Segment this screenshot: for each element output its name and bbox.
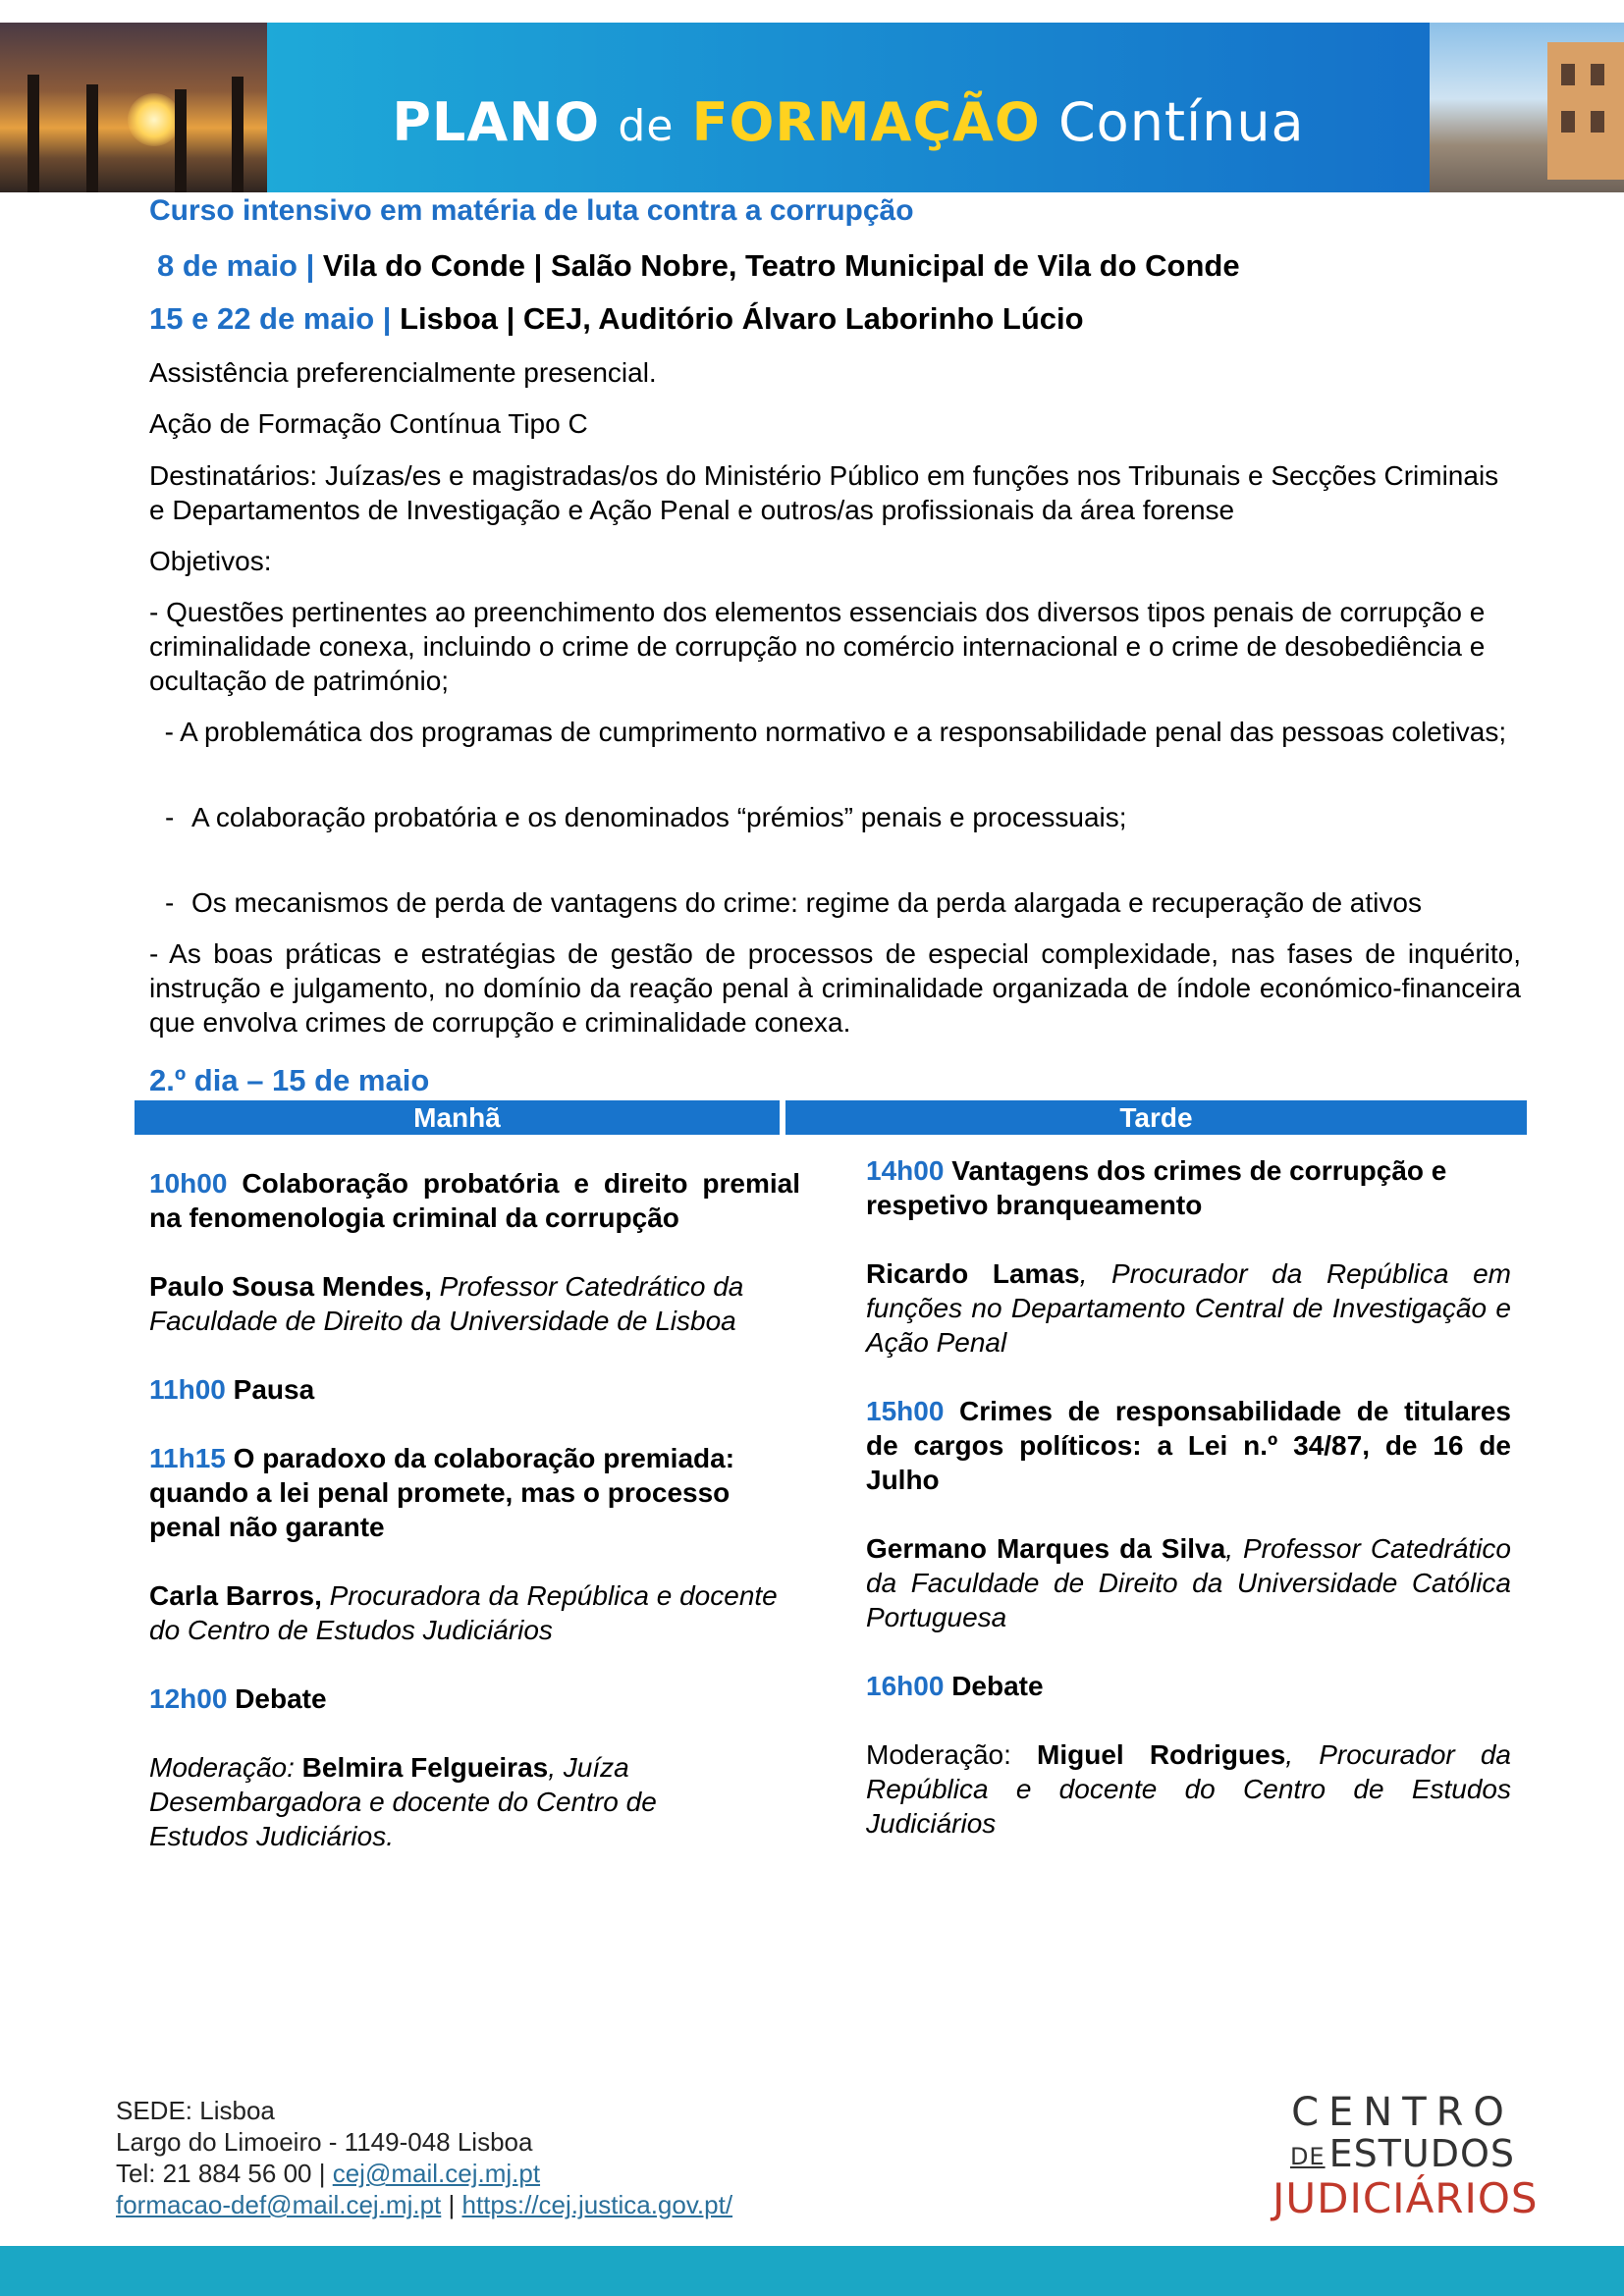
session-title: Vantagens dos crimes de corrupção e respetivo branqueamento [866, 1155, 1447, 1220]
railing-spike [232, 77, 244, 192]
banner-photo-building [1430, 23, 1624, 192]
session-title: O paradoxo da colaboração premiada: quando a lei penal promete, mas o processo penal não garante [149, 1443, 735, 1542]
banner-word-continua: Contínua [1057, 91, 1305, 153]
session-1-place: Vila do Conde | Salão Nobre, Teatro Municipal de Vila do Conde [322, 248, 1240, 283]
schedule-header [135, 1100, 1527, 1135]
morning-session-1 [149, 1166, 800, 1235]
banner-title-area [267, 23, 1430, 192]
afternoon-session-2 [866, 1394, 1511, 1497]
session-time: 14h00 [866, 1155, 945, 1186]
morning-debate [149, 1682, 800, 1716]
logo-estudos: ESTUDOS [1328, 2132, 1516, 2175]
sun-icon [128, 93, 181, 146]
afternoon-speaker-2 [866, 1531, 1511, 1634]
footer-address: Largo do Limoeiro - 1149-048 Lisboa [116, 2127, 533, 2157]
speaker-role: Professor Catedrático da Faculdade de Direito da Universidade de Lisboa [149, 1271, 744, 1336]
banner-word-plano: PLANO [392, 91, 601, 153]
footer-color-bar [0, 2246, 1624, 2296]
afternoon-speaker-1 [866, 1256, 1511, 1360]
building-tower [1547, 42, 1624, 180]
speaker-name: Paulo Sousa Mendes, [149, 1271, 432, 1302]
objectives-label: Objetivos: [149, 546, 272, 576]
bullet-dash: - [165, 887, 175, 918]
objective-5: - As boas práticas e estratégias de gestão de processos de especial complexidade, nas fases de inquérito, instrução e julgamento, no domínio da reação penal à criminalidade organizada de índole económico-financeira que envolva crimes de corrupção e criminalidade conexa. [149, 938, 1521, 1038]
banner-word-de: de [618, 101, 675, 151]
speaker-role: , Professor Catedrático da Faculdade de Direito da Universidade Católica Portuguesa [866, 1533, 1512, 1632]
logo-line-centro: CENTRO [1291, 2090, 1514, 2135]
session-title: Pausa [233, 1374, 315, 1405]
bullet-dash: - [165, 802, 175, 832]
session-1-date: 8 de maio | [157, 248, 315, 283]
footer-separator: | [448, 2190, 456, 2219]
morning-column [149, 1166, 800, 1888]
moderator-role: , Juíza Desembargadora e docente do Centro de Estudos Judiciários. [149, 1752, 657, 1851]
attendance-note: Assistência preferencialmente presencial. [149, 357, 657, 388]
speaker-role: Procuradora da República e docente do Centro de Estudos Judiciários [149, 1580, 778, 1645]
speaker-name: Ricardo Lamas [866, 1258, 1080, 1289]
action-type: Ação de Formação Contínua Tipo C [149, 408, 588, 439]
logo-de: DE [1289, 2142, 1326, 2170]
session-2 [149, 301, 1521, 336]
objective-4-text: Os mecanismos de perda de vantagens do crime: regime da perda alargada e recuperação de ativos [191, 887, 1422, 918]
objective-3 [149, 800, 1563, 834]
footer-links-line [116, 2189, 732, 2220]
footer-contact [116, 2095, 732, 2220]
session-time: 10h00 [149, 1168, 228, 1199]
header-morning: Manhã [413, 1102, 501, 1133]
cej-logo [1272, 2090, 1539, 2222]
session-2-date: 15 e 22 de maio | [149, 301, 392, 336]
moderation-label: Moderação: [149, 1752, 295, 1783]
afternoon-debate [866, 1669, 1511, 1703]
objective-1: - Questões pertinentes ao preenchimento dos elementos essenciais dos diversos tipos penais de corrupção e criminalidade conexa, incluindo o crime de corrupção no comércio internacional e o crime de desobediência e ocultação de património; [149, 597, 1486, 696]
morning-session-2 [149, 1441, 800, 1544]
session-time: 11h00 [149, 1374, 226, 1405]
moderator-name: Belmira Felgueiras [301, 1752, 549, 1783]
session-time: 12h00 [149, 1683, 228, 1714]
footer-phone: Tel: 21 884 56 00 | [116, 2159, 326, 2188]
banner-word-formacao: FORMAÇÃO [691, 91, 1041, 153]
footer-seat: SEDE: Lisboa [116, 2096, 275, 2125]
logo-line-estudos [1272, 2134, 1533, 2176]
footer-email-link[interactable]: cej@mail.cej.mj.pt [332, 2159, 541, 2188]
morning-break [149, 1372, 800, 1407]
footer-website-link[interactable]: https://cej.justica.gov.pt/ [461, 2190, 733, 2219]
session-time: 15h00 [866, 1396, 945, 1426]
header-afternoon: Tarde [1119, 1102, 1193, 1133]
afternoon-column [866, 1153, 1511, 1875]
moderator-role: , Procurador da República e docente do Centro de Estudos Judiciários [866, 1739, 1511, 1839]
footer-phone-line [116, 2158, 732, 2189]
speaker-role: , Procurador da República em funções no Departamento Central de Investigação e Ação Penal [866, 1258, 1511, 1358]
objective-2: - A problemática dos programas de cumprimento normativo e a responsabilidade penal das pessoas coletivas; [149, 717, 1507, 747]
day-title: 2.º dia – 15 de maio [149, 1063, 430, 1097]
objective-4 [149, 885, 1563, 920]
banner-title [267, 91, 1430, 153]
session-title: Debate [951, 1671, 1044, 1701]
audience: Destinatários: Juízas/es e magistradas/os do Ministério Público em funções nos Tribunais e Secções Criminais e Departamentos de Investigação e Ação Penal e outros/as profissionais da área forense [149, 460, 1499, 525]
railing-spike [175, 89, 187, 192]
railing-spike [86, 84, 98, 192]
session-1 [157, 248, 1529, 283]
speaker-name: Carla Barros, [149, 1580, 322, 1611]
speaker-name: Germano Marques da Silva [866, 1533, 1226, 1564]
session-time: 11h15 [149, 1443, 226, 1473]
morning-speaker-1 [149, 1269, 800, 1338]
session-time: 16h00 [866, 1671, 945, 1701]
moderator-name: Miguel Rodrigues [1037, 1739, 1286, 1770]
morning-speaker-2 [149, 1578, 787, 1647]
session-2-place: Lisboa | CEJ, Auditório Álvaro Laborinho Lúcio [400, 301, 1084, 336]
moderation-label: Moderação: [866, 1739, 1011, 1770]
footer-training-email-link[interactable]: formacao-def@mail.cej.mj.pt [116, 2190, 442, 2219]
afternoon-session-1 [866, 1153, 1511, 1222]
objective-3-text: A colaboração probatória e os denominados “prémios” penais e processuais; [191, 802, 1127, 832]
session-title: Crimes de responsabilidade de titulares de cargos políticos: a Lei n.º 34/87, de 16 de Julho [866, 1396, 1512, 1495]
header-banner [0, 23, 1624, 192]
afternoon-moderation [866, 1737, 1511, 1841]
session-title: Colaboração probatória e direito premial na fenomenologia criminal da corrupção [149, 1168, 801, 1233]
course-title: Curso intensivo em matéria de luta contra a corrupção [149, 194, 914, 227]
session-title: Debate [235, 1683, 327, 1714]
banner-photo-sunset [0, 23, 267, 192]
railing-spike [27, 75, 39, 192]
logo-line-judiciarios: JUDICIÁRIOS [1272, 2173, 1539, 2222]
morning-moderation [149, 1750, 738, 1853]
